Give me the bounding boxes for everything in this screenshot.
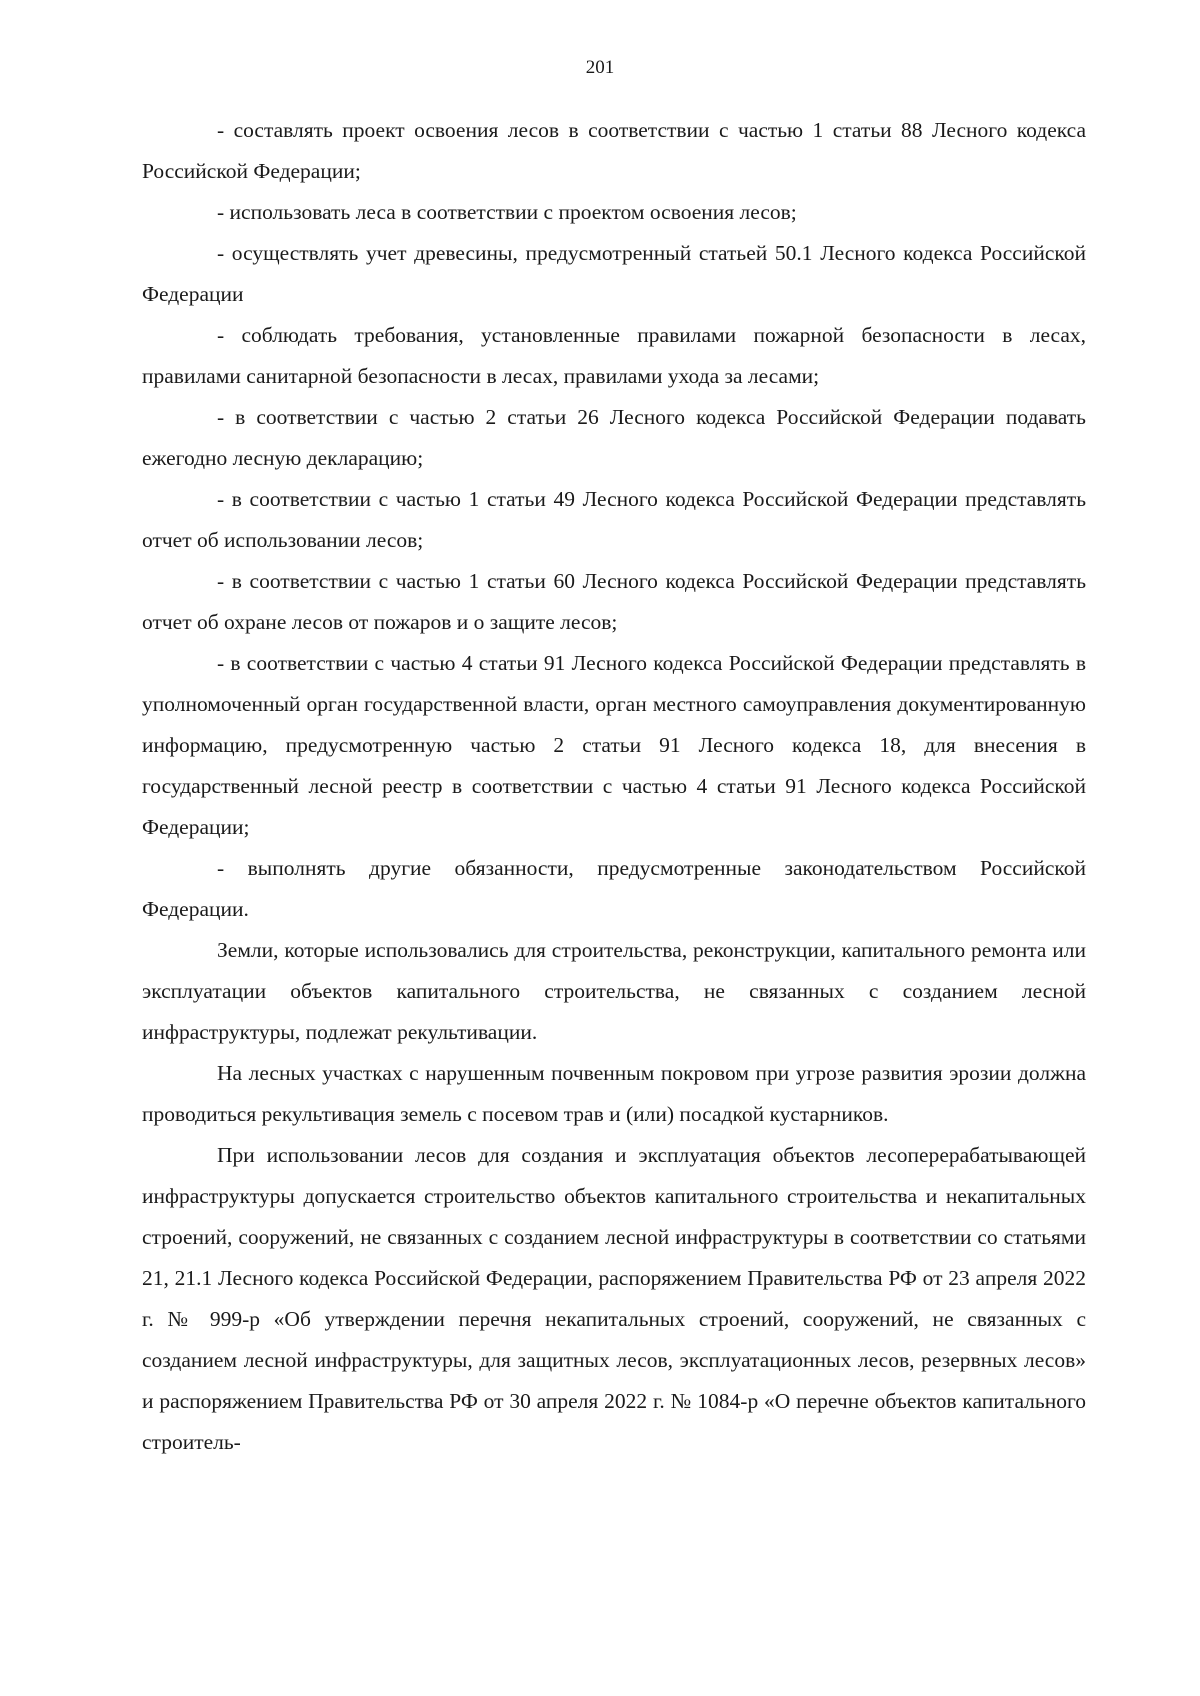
paragraph: На лесных участках с нарушенным почвенным покровом при угрозе развития эрозии должна проводиться рекультивация земель с посевом трав и (или) посадкой кустарников. [142,1061,1086,1126]
document-body [142,110,1086,1463]
paragraph: - в соответствии с частью 1 статьи 49 Лесного кодекса Российской Федерации представлять отчет об использовании лесов; [142,487,1086,552]
paragraph: При использовании лесов для создания и эксплуатация объектов лесоперерабатывающей инфраструктуры допускается строительство объектов капитального строительства и некапитальных строений, сооружений, не связанных с созданием лесной инфраструктуры в соответствии со статьями 21, 21.1 Лесного кодекса Российской Федерации, распоряжением Правительства РФ от 23 апреля 2022 г. № 999-р «Об утверждении перечня некапитальных строений, сооружений, не связанных с созданием лесной инфраструктуры, для защитных лесов, эксплуатационных лесов, резервных лесов» и распоряжением Правительства РФ от 30 апреля 2022 г. № 1084-р «О перечне объектов капитального строитель- [142,1143,1086,1454]
paragraph: - соблюдать требования, установленные правилами пожарной безопасности в лесах, правилами санитарной безопасности в лесах, правилами ухода за лесами; [142,323,1086,388]
paragraph: - в соответствии с частью 4 статьи 91 Лесного кодекса Российской Федерации представлять в уполномоченный орган государственной власти, орган местного самоуправления документированную информацию, предусмотренную частью 2 статьи 91 Лесного кодекса 18, для внесения в государственный лесной реестр в соответствии с частью 4 статьи 91 Лесного кодекса Российской Федерации; [142,651,1086,839]
paragraph: Земли, которые использовались для строительства, реконструкции, капитального ремонта или эксплуатации объектов капитального строительства, не связанных с созданием лесной инфраструктуры, подлежат рекультивации. [142,938,1086,1044]
page-number: 201 [585,57,615,78]
paragraph: - использовать леса в соответствии с проектом освоения лесов; [217,200,797,224]
paragraph: - в соответствии с частью 2 статьи 26 Лесного кодекса Российской Федерации подавать ежегодно лесную декларацию; [142,405,1086,470]
paragraph: - осуществлять учет древесины, предусмотренный статьей 50.1 Лесного кодекса Российской Федерации [142,241,1086,306]
paragraph: - в соответствии с частью 1 статьи 60 Лесного кодекса Российской Федерации представлять отчет об охране лесов от пожаров и о защите лесов; [142,569,1086,634]
paragraph: - составлять проект освоения лесов в соответствии с частью 1 статьи 88 Лесного кодекса Российской Федерации; [142,118,1086,183]
paragraph: - выполнять другие обязанности, предусмотренные законодательством Российской Федерации. [142,856,1086,921]
